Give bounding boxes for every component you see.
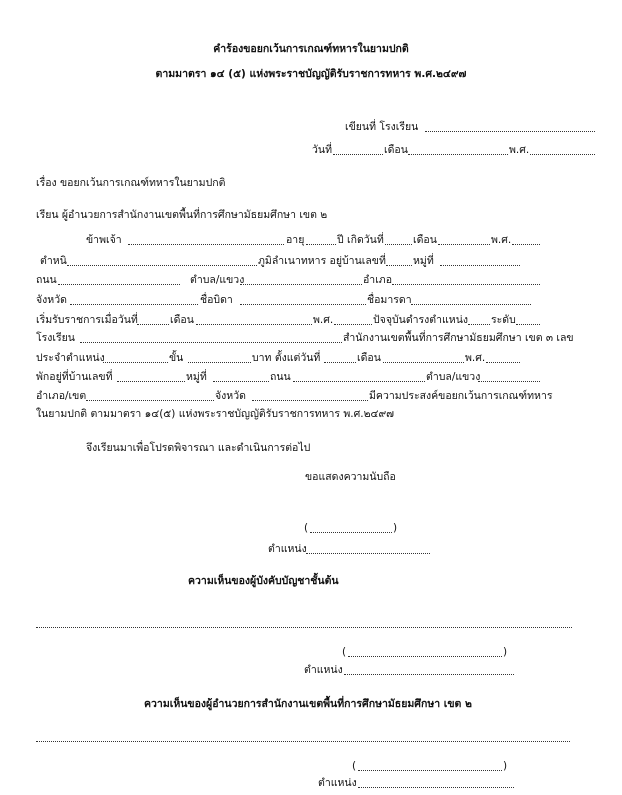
l3-label-subdistrict: ตำบล/แขวง xyxy=(190,274,245,286)
school-field[interactable] xyxy=(80,342,342,343)
l7-label-step: ขั้น xyxy=(169,352,184,364)
l7-label-position-number: ประจำตำแหน่ง xyxy=(36,352,105,364)
l4-label-mother: ชื่อมารดา xyxy=(367,294,412,306)
position-number-field[interactable] xyxy=(103,362,168,363)
form-title: คำร้องขอยกเว้นการเกณฑ์ทหารในยามปกติ xyxy=(213,43,409,55)
sign-open-paren: ( xyxy=(304,522,309,534)
opinion2-position-label: ตำแหน่ง xyxy=(318,777,357,789)
l10-text: ในยามปกติ ตามมาตรา ๑๔(๕) แห่งพระราชบัญญัติรับราชการทหาร พ.ศ.๒๔๙๗ xyxy=(36,408,395,420)
applicant-position-label: ตำแหน่ง xyxy=(268,543,307,555)
day-field[interactable] xyxy=(333,154,383,155)
l5-label-year: พ.ศ. xyxy=(313,314,334,326)
l7-label-year: พ.ศ. xyxy=(465,352,486,364)
opinion2-title: ความเห็นของผู้อำนวยการสำนักงานเขตพื้นที่การศึกษามัธยมศึกษา เขต ๒ xyxy=(144,698,472,710)
opinion1-signature-name-field[interactable] xyxy=(348,656,502,657)
l3-label-road: ถนน xyxy=(36,274,57,286)
opinion1-position-label: ตำแหน่ง xyxy=(304,664,343,676)
l9-label-province: จังหวัด xyxy=(215,390,246,402)
l6-label-office: สำนักงานเขตพื้นที่การศึกษามัธยมศึกษา เขต ๓ เลข xyxy=(343,332,574,344)
day-label: วันที่ xyxy=(312,144,332,156)
opinion2-position-field[interactable] xyxy=(358,787,514,788)
since-month-field[interactable] xyxy=(383,362,464,363)
written-at-label: เขียนที่ โรงเรียน xyxy=(345,121,419,133)
start-month-field[interactable] xyxy=(196,324,312,325)
since-day-field[interactable] xyxy=(324,362,356,363)
opinion2-open-paren: ( xyxy=(352,760,357,772)
l2-label-moo: หมู่ที่ xyxy=(413,255,434,267)
district-field[interactable] xyxy=(392,284,540,285)
form-subtitle: ตามมาตรา ๑๔ (๕) แห่งพระราชบัญญัติรับราชการทหาร พ.ศ.๒๔๙๗ xyxy=(155,68,467,80)
l8-label-road: ถนน xyxy=(270,371,291,383)
addressee-line: เรียน ผู้อำนวยการสำนักงานเขตพื้นที่การศึกษามัธยมศึกษา เขต ๒ xyxy=(36,209,328,221)
opinion2-signature-name-field[interactable] xyxy=(358,770,502,771)
house-number-field[interactable] xyxy=(117,381,185,382)
closing-regards: ขอแสดงความนับถือ xyxy=(305,471,396,483)
current-province-field[interactable] xyxy=(252,400,368,401)
l1-label-birthday: ปี เกิดวันที่ xyxy=(337,234,384,246)
opinion2-close-paren: ) xyxy=(503,760,508,772)
l5-label-month: เดือน xyxy=(170,314,194,326)
l1-label-month: เดือน xyxy=(413,234,437,246)
l7-label-baht-since: บาท ตั้งแต่วันที่ xyxy=(252,352,321,364)
l6-label-school: โรงเรียน xyxy=(36,332,75,344)
l4-label-father: ชื่อบิดา xyxy=(200,294,233,306)
opinion1-comment-field[interactable] xyxy=(36,627,572,628)
l3-label-district: อำเภอ xyxy=(363,274,393,286)
birth-year-field[interactable] xyxy=(512,244,540,245)
l1-label-name: ข้าพเจ้า xyxy=(86,234,122,246)
age-field[interactable] xyxy=(306,244,336,245)
l1-label-age: อายุ xyxy=(286,234,305,246)
current-road-field[interactable] xyxy=(293,381,425,382)
l2-label-mark: ตำหนิ xyxy=(40,255,67,267)
domicile-moo-field[interactable] xyxy=(440,265,520,266)
birth-day-field[interactable] xyxy=(385,244,412,245)
month-label: เดือน xyxy=(384,144,408,156)
father-name-field[interactable] xyxy=(240,304,366,305)
opinion1-close-paren: ) xyxy=(503,646,508,658)
mark-field[interactable] xyxy=(67,265,257,266)
birth-month-field[interactable] xyxy=(438,244,490,245)
name-field[interactable] xyxy=(128,244,284,245)
l1-label-year: พ.ศ. xyxy=(491,234,512,246)
year-label: พ.ศ. xyxy=(509,144,530,156)
opinion1-position-field[interactable] xyxy=(344,674,514,675)
l7-label-month: เดือน xyxy=(357,352,381,364)
subject-line: เรื่อง ขอยกเว้นการเกณฑ์ทหารในยามปกติ xyxy=(36,177,226,189)
l8-label-moo: หมู่ที่ xyxy=(186,371,207,383)
current-district-field[interactable] xyxy=(86,400,214,401)
l5-label-position: ปัจจุบันดำรงตำแหน่ง xyxy=(373,314,469,326)
road-field[interactable] xyxy=(58,284,180,285)
opinion1-open-paren: ( xyxy=(342,646,347,658)
year-field[interactable] xyxy=(530,154,595,155)
start-year-field[interactable] xyxy=(334,324,372,325)
since-year-field[interactable] xyxy=(486,362,520,363)
level-field[interactable] xyxy=(516,324,540,325)
l5-label-start-date: เริ่มรับราชการเมื่อวันที่ xyxy=(36,314,138,326)
opinion2-comment-field[interactable] xyxy=(36,741,570,742)
closing-request: จึงเรียนมาเพื่อโปรดพิจารณา และดำเนินการต่อไป xyxy=(86,442,311,454)
start-day-field[interactable] xyxy=(137,324,169,325)
l9-label-district: อำเภอ/เขต xyxy=(36,390,87,402)
applicant-position-field[interactable] xyxy=(306,553,430,554)
applicant-signature-name-field[interactable] xyxy=(310,532,392,533)
current-subdistrict-field[interactable] xyxy=(478,381,540,382)
l8-label-house: พักอยู่ที่บ้านเลขที่ xyxy=(36,371,113,383)
domicile-house-field[interactable] xyxy=(386,265,412,266)
province-field[interactable] xyxy=(70,304,198,305)
subdistrict-field[interactable] xyxy=(240,284,362,285)
moo-field[interactable] xyxy=(213,381,269,382)
mother-name-field[interactable] xyxy=(411,304,531,305)
l9-label-purpose: มีความประสงค์ขอยกเว้นการเกณฑ์ทหาร xyxy=(369,390,553,402)
month-field[interactable] xyxy=(408,154,508,155)
written-at-field[interactable] xyxy=(425,131,595,132)
sign-close-paren: ) xyxy=(393,522,398,534)
opinion1-title: ความเห็นของผู้บังคับบัญชาชั้นต้น xyxy=(188,575,339,587)
l8-label-subdistrict: ตำบล/แขวง xyxy=(426,371,481,383)
position-field[interactable] xyxy=(468,324,490,325)
l5-label-level: ระดับ xyxy=(491,314,516,326)
salary-step-field[interactable] xyxy=(188,362,251,363)
l4-label-province: จังหวัด xyxy=(36,294,67,306)
l2-label-domicile: ภูมิลำเนาทหาร อยู่บ้านเลขที่ xyxy=(258,255,386,267)
